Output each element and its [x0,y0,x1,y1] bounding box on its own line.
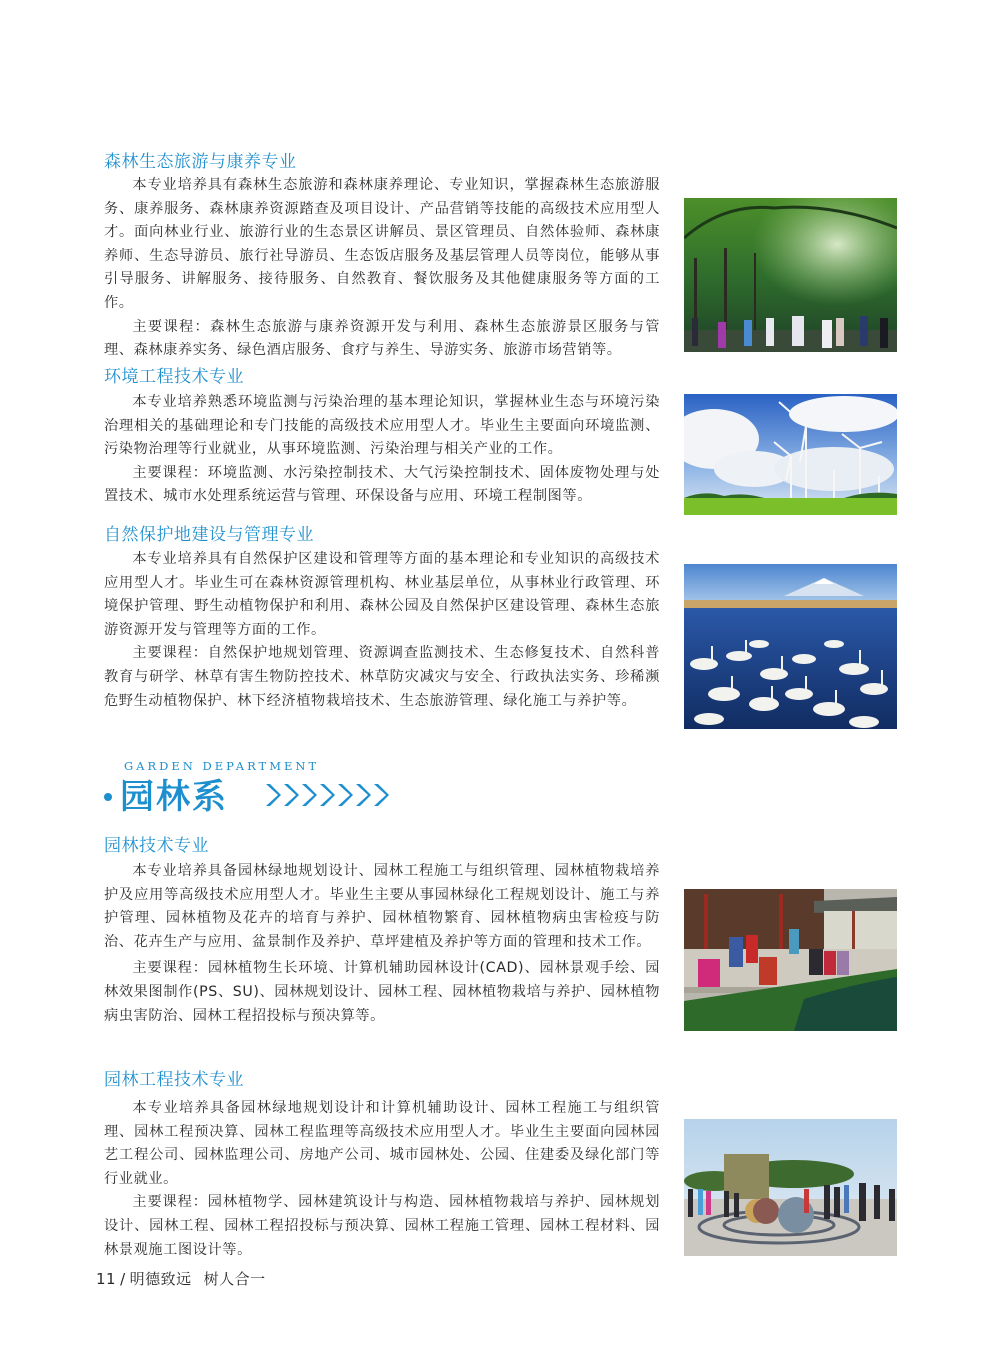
footer-separator: / [120,1270,126,1288]
footer-slogan-2: 树人合一 [203,1270,266,1288]
chevron-right-icon [372,782,389,808]
major-description-landscape-engineering [104,1097,660,1262]
photo-students-in-classical-garden [684,889,897,1031]
major-title-environmental-engineering: 环境工程技术专业 [104,367,244,387]
major-courses: 主要课程：森林生态旅游与康养资源开发与利用、森林生态旅游景区服务与管理、森林康养实务、绿色酒店服务、食疗与养生、导游实务、旅游市场营销等。 [104,318,660,359]
footer-slogan-1: 明德致远 [129,1270,192,1288]
major-courses: 主要课程：环境监测、水污染控制技术、大气污染控制技术、固体废物处理与处置技术、城市水处理系统运营与管理、环保设备与应用、环境工程制图等。 [104,464,660,505]
chevron-right-icon [300,782,317,808]
photo-wind-turbines [684,394,897,515]
major-description-forest-eco-tourism [104,174,660,363]
page-number: 11 [96,1270,117,1288]
major-intro: 本专业培养具有自然保护区建设和管理等方面的基本理论和专业知识的高级技术应用型人才。毕业生可在森林资源管理机构、林业基层单位，从事林业行政管理、环境保护管理、野生动植物保护和利用、森林公园及自然保护区建设管理、森林生态旅游资源开发与管理等方面的工作。 [104,551,660,638]
page-footer [96,1268,266,1289]
chevron-right-icon [354,782,371,808]
major-description-nature-reserve [104,548,660,713]
chevron-right-icon [264,782,281,808]
major-description-environmental-engineering [104,391,660,509]
major-courses: 主要课程：园林植物生长环境、计算机辅助园林设计(CAD)、园林景观手绘、园林效果图制作(PS、SU)、园林规划设计、园林工程、园林植物栽培与养护、园林植物病虫害防治、园林工程招投标与预决算等。 [104,960,660,1024]
major-intro: 本专业培养熟悉环境监测与污染治理的基本理论知识，掌握林业生态与环境污染治理相关的基础理论和专门技能的高级技术应用型人才。毕业生主要面向环境监测、污染物治理等行业就业，从事环境监测、污染治理与相关产业的工作。 [104,394,660,458]
department-english-title: GARDEN DEPARTMENT [124,759,320,773]
photo-swans-on-lake [684,564,897,729]
department-title: 园林系 [120,777,228,817]
major-courses: 主要课程：自然保护地规划管理、资源调查监测技术、生态修复技术、自然科普教育与研学、林草有害生物防控技术、林草防灾减灾与安全、行政执法实务、珍稀濒危野生动植物保护、林下经济植物栽培技术、生态旅游管理、绿化施工与养护等。 [104,645,660,709]
bullet-dot-icon [104,793,112,801]
photo-stone-spheres-plaza [684,1119,897,1256]
major-intro: 本专业培养具备园林绿地规划设计和计算机辅助设计、园林工程施工与组织管理、园林工程预决算、园林工程监理等高级技术应用型人才。毕业生主要面向园林园艺工程公司、园林监理公司、房地产公司、城市园林处、公园、住建委及绿化部门等行业就业。 [104,1100,660,1187]
chevron-right-icon [282,782,299,808]
chevron-right-icon [336,782,353,808]
major-title-nature-reserve: 自然保护地建设与管理专业 [104,525,314,545]
major-title-landscape-technology: 园林技术专业 [104,836,209,856]
major-description-landscape-technology [104,860,660,1028]
major-intro: 本专业培养具备园林绿地规划设计、园林工程施工与组织管理、园林植物栽培养护及应用等高级技术应用型人才。毕业生主要从事园林绿化工程规划设计、施工与养护管理、园林植物及花卉的培育与养护、园林植物繁育、园林植物病虫害检疫与防治、花卉生产与应用、盆景制作及养护、草坪建植及养护等方面的管理和技术工作。 [104,863,660,950]
major-title-forest-eco-tourism: 森林生态旅游与康养专业 [104,152,297,172]
chevron-right-icon [318,782,335,808]
major-title-landscape-engineering: 园林工程技术专业 [104,1070,244,1090]
major-intro: 本专业培养具有森林生态旅游和森林康养理论、专业知识，掌握森林生态旅游服务、康养服务、森林康养资源踏查及项目设计、产品营销等技能的高级技术应用型人才。面向林业行业、旅游行业的生态景区讲解员、景区管理员、自然体验师、森林康养师、生态导游员、旅行社导游员、生态饭店服务及基层管理人员等岗位，能够从事引导服务、讲解服务、接待服务、自然教育、餐饮服务及其他健康服务等方面的工作。 [104,177,660,311]
chevron-arrows-decoration [264,782,389,808]
photo-tai-chi-in-forest [684,198,897,352]
major-courses: 主要课程：园林植物学、园林建筑设计与构造、园林植物栽培与养护、园林规划设计、园林工程、园林工程招投标与预决算、园林工程施工管理、园林工程材料、园林景观施工图设计等。 [104,1194,660,1258]
